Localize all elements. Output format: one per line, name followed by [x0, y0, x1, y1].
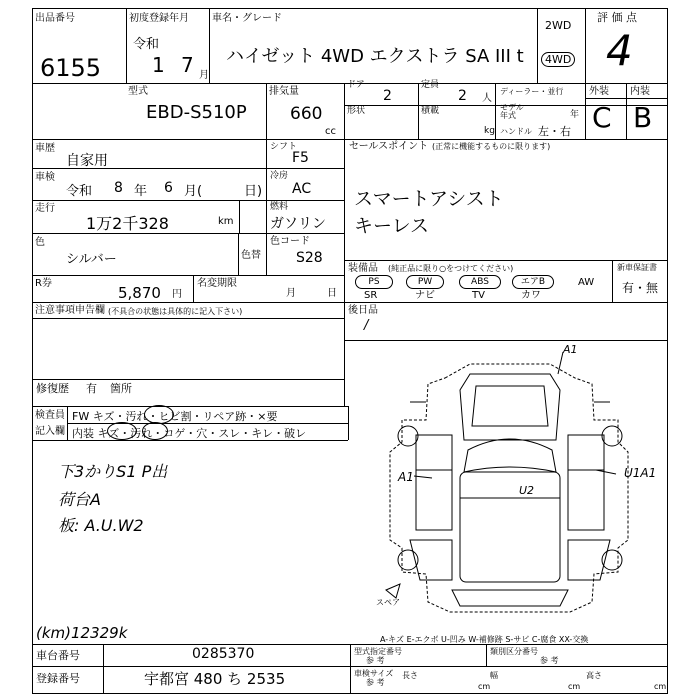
equip-leather: カワ — [521, 290, 541, 301]
reg-year: 1 — [152, 53, 165, 77]
lot-number: 6155 — [40, 54, 102, 82]
sales-point-line-2: キーレス — [354, 215, 430, 237]
mileage-label: 走行 — [35, 203, 55, 214]
drive-2wd: 2WD — [545, 19, 572, 32]
fuel-label: 燃料 — [270, 202, 289, 212]
model-year-label2: 年式 — [500, 111, 516, 120]
load-label: 積載 — [421, 106, 440, 116]
shift-label: シフト — [270, 142, 298, 152]
shift-value: F5 — [292, 150, 309, 166]
color-label: 色 — [35, 237, 45, 248]
notes-label: 注意事項申告欄 — [35, 305, 105, 316]
disp-label: 排気量 — [269, 86, 299, 97]
usage-label: 車歴 — [35, 143, 55, 154]
color-value: シルバー — [66, 252, 117, 267]
vehicle-title: ハイゼット 4WD エクストラ SA III t — [226, 46, 524, 67]
hand-note-1: 下3かりS1 P出 — [58, 462, 168, 481]
disp-value: 660 — [290, 104, 323, 124]
capacity-label: 定員 — [421, 80, 440, 90]
inspector-label1: 検査員 — [35, 410, 65, 421]
mileage-value: 1万2千328 — [86, 214, 169, 233]
repair-label: 修復歴 — [36, 382, 69, 395]
dims-label: 車検サイズ — [354, 669, 394, 678]
recycle-label: R券 — [35, 278, 52, 289]
sales-point-label: セールスポイント — [349, 141, 429, 152]
scribble-mark-1 — [144, 405, 174, 424]
reg-month: 7 — [181, 53, 194, 77]
spare-label: スペア — [376, 598, 400, 607]
damage-legend: A-キズ E-エクボ U-凹み W-補修跡 S-サビ C-腐食 XX-交換 — [380, 635, 589, 644]
equip-aw: AW — [578, 277, 595, 288]
ext-label: 外装 — [589, 86, 609, 97]
warranty-value: 有・無 — [622, 281, 659, 295]
insp-year: 8 — [114, 180, 123, 196]
equip-sr: SR — [364, 290, 378, 301]
equip-abs: ABS — [459, 275, 501, 289]
chassis-value: 0285370 — [192, 646, 255, 662]
ext-value: C — [592, 101, 612, 134]
color-code-value: S28 — [296, 250, 323, 266]
name-change-day: 日 — [327, 288, 337, 299]
sales-point-sub: (正常に機能するものに限ります) — [432, 142, 551, 151]
color-code-label: 色コード — [270, 236, 310, 247]
equip-airbag: エアB — [512, 275, 554, 289]
drive-4wd: 4WD — [541, 52, 575, 67]
inspector-row2: 内装 キズ・汚れ・コゲ・穴・スレ・キレ・破レ — [72, 427, 307, 440]
rear-seat-label: 後日品 — [348, 305, 378, 316]
model-year-unit: 年 — [570, 110, 580, 120]
hand-note-2: 荷台A — [58, 490, 101, 509]
sales-point-line-1: スマートアシスト — [354, 188, 504, 210]
doors-value: 2 — [383, 88, 392, 104]
diagram-mark-center: U2 — [519, 484, 535, 497]
disp-unit: cc — [325, 126, 336, 137]
equip-ps: PS — [355, 275, 393, 289]
equip-navi: ナビ — [415, 290, 435, 301]
warranty-label: 新車保証書 — [617, 263, 657, 272]
diagram-mark-left: A1 — [398, 470, 414, 484]
name-change-label: 名変期限 — [197, 278, 237, 289]
class-number-label: 類別区分番号 — [490, 647, 538, 656]
class-number-ref: 参 考 — [540, 656, 559, 665]
reg-month-unit: 月 — [199, 70, 209, 81]
dims-width: 幅 — [490, 671, 498, 680]
model-year-label1: モデル — [500, 103, 524, 112]
chassis-label: 車台番号 — [36, 649, 80, 662]
dims-height-cm: cm — [654, 682, 667, 691]
shape-label: 形状 — [347, 106, 366, 116]
notes-sub: (不具合の状態は具体的に記入下さい) — [108, 307, 243, 316]
dealer-label: ディーラー・並行 — [500, 87, 564, 96]
color-change-label: 色替 — [241, 250, 261, 261]
int-label: 内装 — [630, 86, 650, 97]
diagram-mark-right: U1A1 — [624, 466, 657, 480]
insp-m: 月( — [184, 184, 203, 199]
plate-value: 宇都宮 480 ち 2535 — [144, 670, 286, 688]
lot-label: 出品番号 — [35, 13, 75, 24]
dims-height: 高さ — [586, 671, 602, 680]
aircon-value: AC — [292, 181, 312, 197]
rear-seat-value: / — [364, 318, 369, 333]
dims-length-cm: cm — [478, 682, 491, 691]
scribble-mark-3 — [142, 422, 168, 440]
capacity-value: 2 — [458, 88, 467, 104]
recycle-unit: 円 — [172, 289, 182, 300]
type-number-label: 型式指定番号 — [354, 647, 402, 656]
load-unit: kg — [484, 126, 495, 136]
usage-value: 自家用 — [66, 153, 108, 169]
car-damage-diagram — [360, 340, 660, 640]
int-value: B — [633, 101, 653, 134]
dims-length: 長さ — [402, 671, 418, 680]
score-value: 4 — [606, 26, 633, 75]
repair-unit: 箇所 — [110, 382, 132, 395]
insp-label: 車検 — [35, 172, 55, 183]
reg-label: 初度登録年月 — [129, 13, 189, 24]
handle-label: ハンドル — [500, 127, 532, 136]
km-note: (km)12329k — [36, 624, 128, 642]
type-number-ref: 参 考 — [366, 656, 385, 665]
equip-pw: PW — [406, 275, 444, 289]
aircon-label: 冷房 — [270, 171, 289, 181]
equipment-sub: (純正品に限り○をつけてください) — [388, 264, 514, 273]
reg-era: 令和 — [133, 37, 160, 52]
fuel-value: ガソリン — [270, 216, 326, 232]
score-label: 評 価 点 — [597, 11, 637, 24]
diagram-mark-top: A1 — [563, 343, 578, 356]
scribble-mark-2 — [107, 422, 137, 440]
repair-value: 有 — [86, 382, 97, 395]
mileage-unit: km — [218, 216, 234, 227]
handle-value: 左・右 — [538, 125, 571, 138]
dims-ref: 参 考 — [366, 678, 385, 687]
insp-d: 日) — [244, 184, 263, 199]
equipment-label: 装備品 — [348, 263, 378, 274]
inspector-label2: 記入欄 — [35, 426, 65, 437]
insp-y: 年 — [134, 184, 148, 199]
name-change-month: 月 — [286, 288, 296, 299]
capacity-unit: 人 — [482, 93, 492, 104]
model-value: EBD-S510P — [146, 102, 247, 123]
hand-note-3: 板: A.U.W2 — [58, 516, 144, 535]
insp-era: 令和 — [66, 184, 93, 199]
insp-month: 6 — [164, 180, 173, 196]
inspector-row1: FW キズ・汚れ・ヒビ割・リペア跡・×要 — [72, 410, 278, 423]
equip-tv: TV — [472, 290, 485, 301]
title-label: 車名・グレード — [212, 13, 282, 24]
plate-label: 登録番号 — [36, 672, 80, 685]
dims-width-cm: cm — [568, 682, 581, 691]
recycle-value: 5,870 — [118, 284, 161, 302]
model-label: 型式 — [128, 86, 148, 97]
doors-label: ドア — [347, 80, 365, 90]
